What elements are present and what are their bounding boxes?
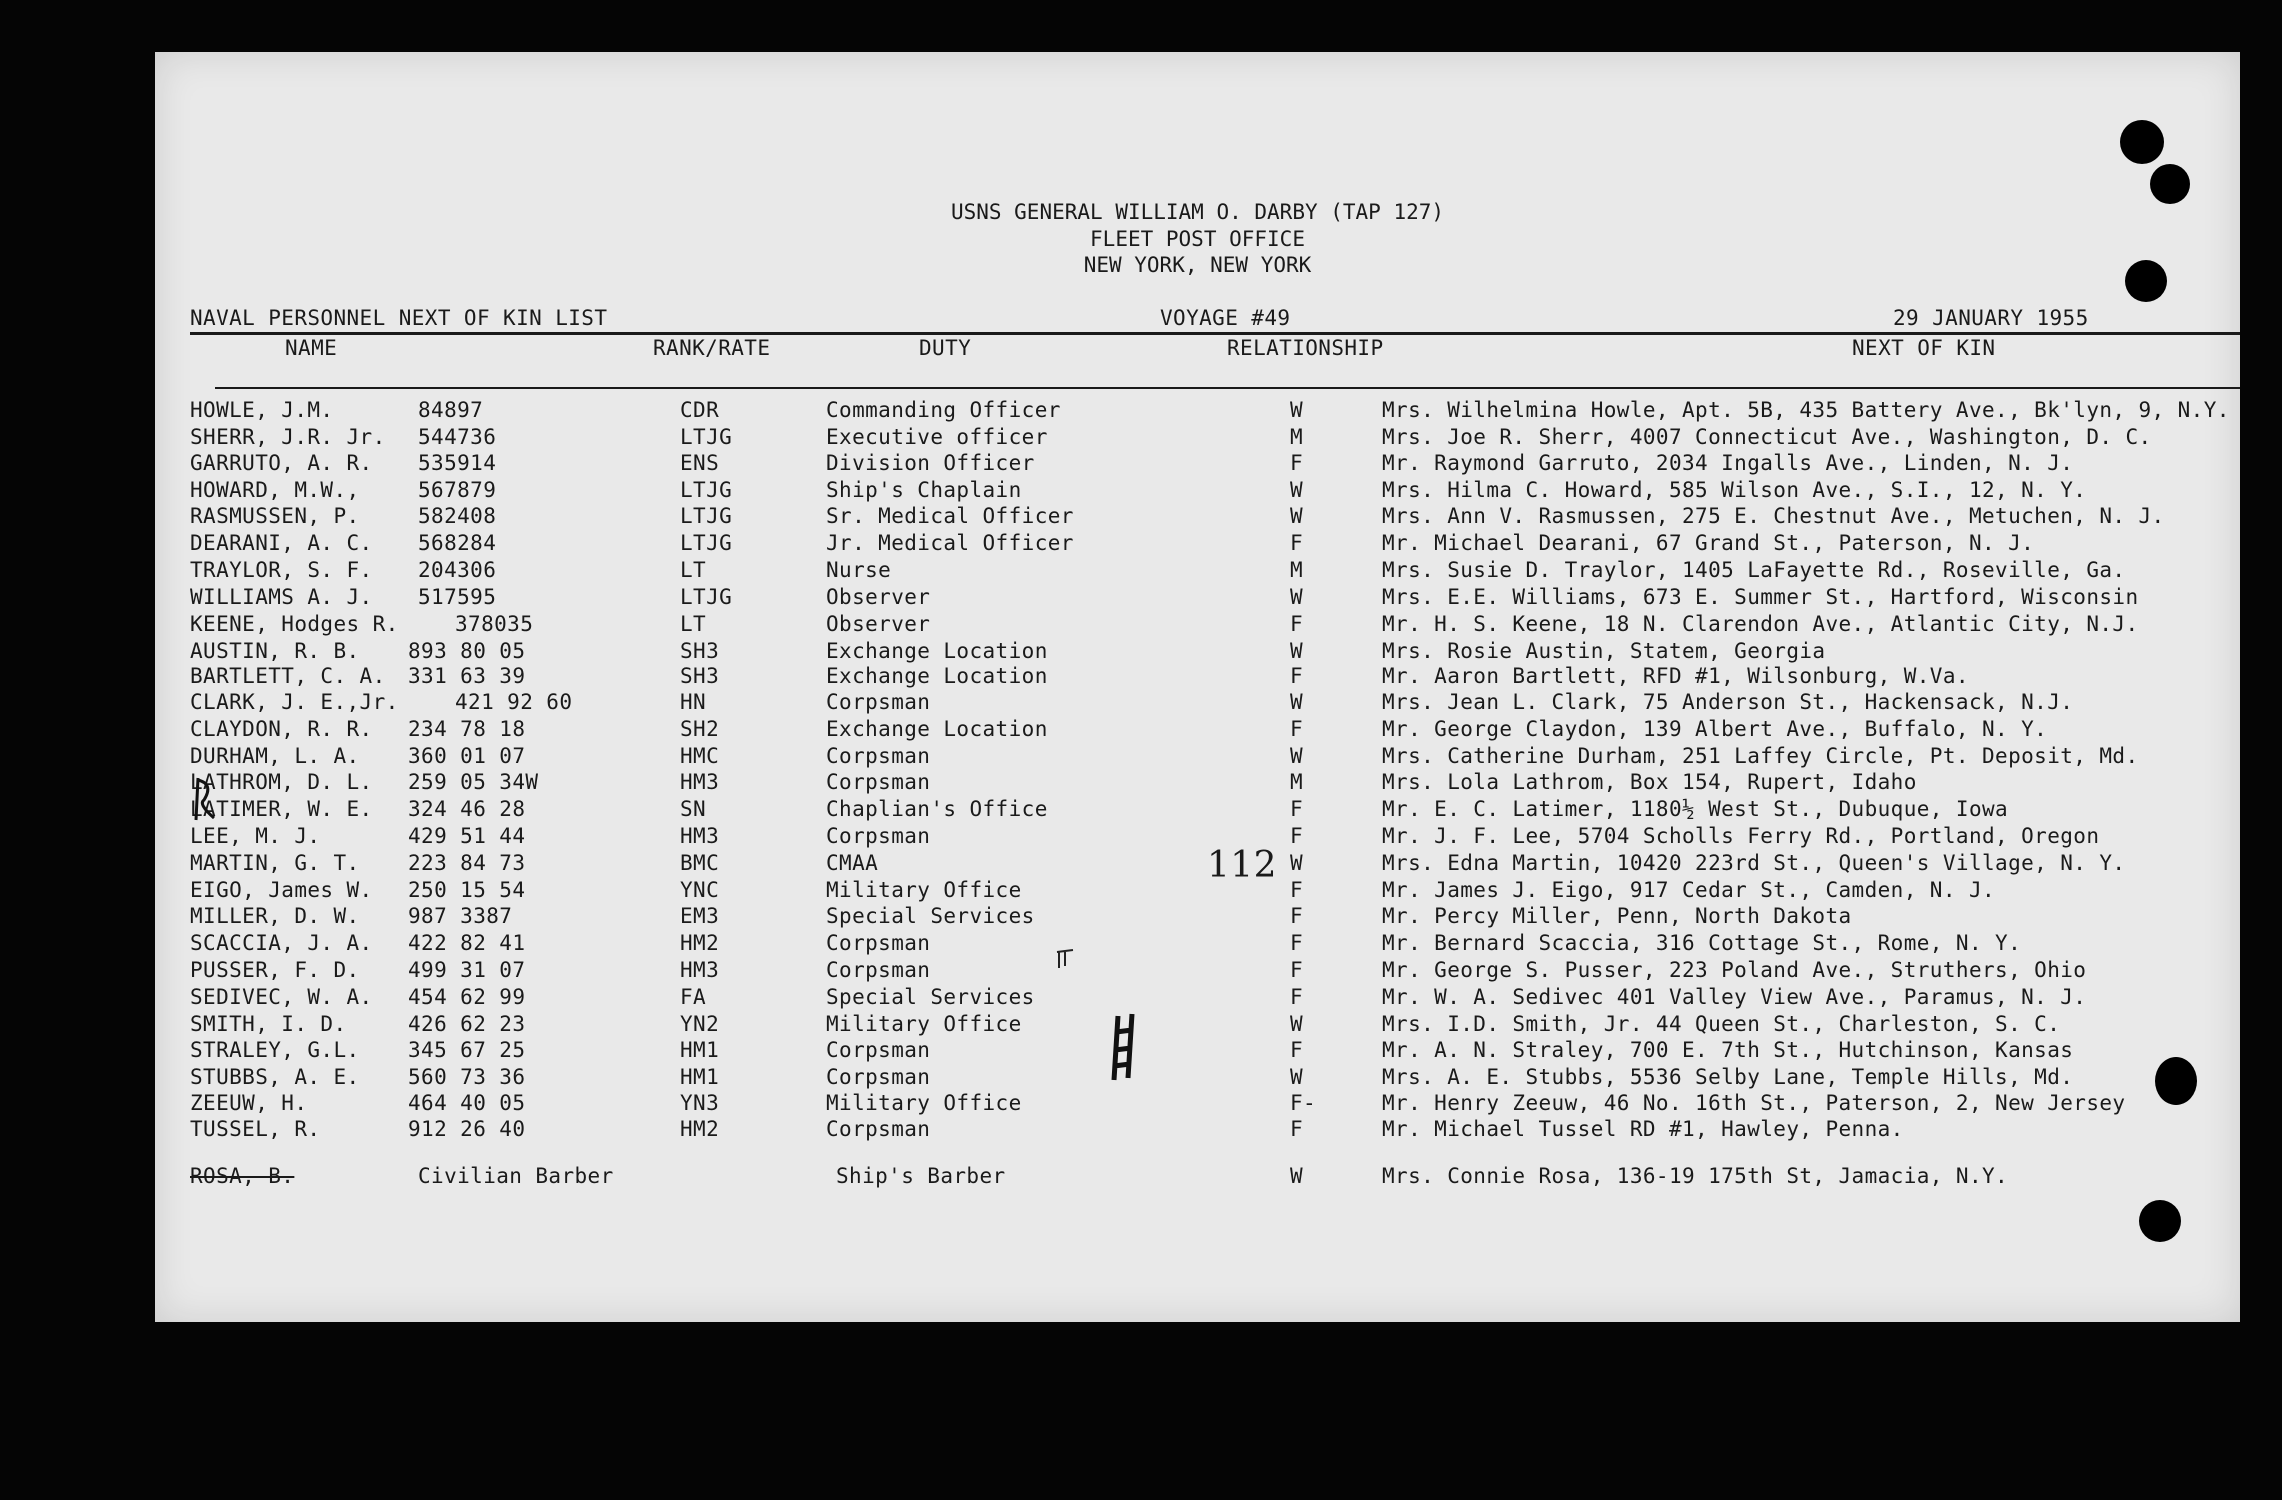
row-next-of-kin: Mr. Raymond Garruto, 2034 Ingalls Ave., Linden, N. J. xyxy=(1382,451,2074,475)
row-relationship: M xyxy=(1290,770,1304,794)
row-rank: HM3 xyxy=(680,824,720,848)
row-name: TRAYLOR, S. F. xyxy=(190,558,373,582)
row-name: HOWLE, J.M. xyxy=(190,398,334,422)
row-name: STUBBS, A. E. xyxy=(190,1065,360,1089)
row-name: DEARANI, A. C. xyxy=(190,531,373,555)
row-service-number: 378035 xyxy=(455,612,534,636)
row-service-number: 250 15 54 xyxy=(408,878,526,902)
punch-hole xyxy=(2120,120,2164,164)
row-service-number: 544736 xyxy=(418,425,497,449)
row-name: KEENE, Hodges R. xyxy=(190,612,399,636)
col-header-duty: DUTY xyxy=(919,336,972,360)
row-next-of-kin: Mr. Bernard Scaccia, 316 Cottage St., Rome, N. Y. xyxy=(1382,931,2022,955)
row-rank: HM1 xyxy=(680,1065,720,1089)
row-next-of-kin: Mr. A. N. Straley, 700 E. 7th St., Hutchinson, Kansas xyxy=(1382,1038,2074,1062)
document-page xyxy=(155,52,2240,1322)
row-relationship: F xyxy=(1290,612,1304,636)
row-relationship: W xyxy=(1290,398,1304,422)
row-duty: Corpsman xyxy=(826,1117,931,1141)
row-duty: Corpsman xyxy=(826,770,931,794)
row-rank: HN xyxy=(680,690,707,714)
row-rank: BMC xyxy=(680,851,720,875)
row-name: STRALEY, G.L. xyxy=(190,1038,360,1062)
row-duty: Military Office xyxy=(826,1091,1022,1115)
row-relationship: F xyxy=(1290,824,1304,848)
row-duty: Special Services xyxy=(826,985,1035,1009)
row-next-of-kin: Mrs. I.D. Smith, Jr. 44 Queen St., Charleston, S. C. xyxy=(1382,1012,2061,1036)
row-next-of-kin: Mr. James J. Eigo, 917 Cedar St., Camden, N. J. xyxy=(1382,878,1996,902)
civilian-number: Civilian Barber xyxy=(418,1164,614,1188)
row-duty: Military Office xyxy=(826,878,1022,902)
row-name: TUSSEL, R. xyxy=(190,1117,321,1141)
row-duty: Nurse xyxy=(826,558,892,582)
row-next-of-kin: Mrs. Catherine Durham, 251 Laffey Circle, Pt. Deposit, Md. xyxy=(1382,744,2139,768)
row-next-of-kin: Mrs. A. E. Stubbs, 5536 Selby Lane, Temple Hills, Md. xyxy=(1382,1065,2074,1089)
row-service-number: 499 31 07 xyxy=(408,958,526,982)
row-rank: SH2 xyxy=(680,717,720,741)
row-rank: YNC xyxy=(680,878,720,902)
row-relationship: W xyxy=(1290,690,1304,714)
row-duty: Observer xyxy=(826,612,931,636)
row-service-number: 454 62 99 xyxy=(408,985,526,1009)
row-rank: LTJG xyxy=(680,585,733,609)
row-rank: HM3 xyxy=(680,770,720,794)
row-service-number: 567879 xyxy=(418,478,497,502)
row-relationship: F xyxy=(1290,451,1304,475)
row-rank: LTJG xyxy=(680,425,733,449)
row-name: HOWARD, M.W., xyxy=(190,478,360,502)
list-title: NAVAL PERSONNEL NEXT OF KIN LIST xyxy=(190,306,608,330)
row-next-of-kin: Mr. Percy Miller, Penn, North Dakota xyxy=(1382,904,1852,928)
row-name: SCACCIA, J. A. xyxy=(190,931,373,955)
row-relationship: W xyxy=(1290,1065,1304,1089)
row-next-of-kin: Mr. Michael Dearani, 67 Grand St., Paterson, N. J. xyxy=(1382,531,2035,555)
ship-name: USNS GENERAL WILLIAM O. DARBY (TAP 127) xyxy=(950,200,1445,224)
row-service-number: 535914 xyxy=(418,451,497,475)
row-name: LATIMER, W. E. xyxy=(190,797,373,821)
row-rank: ENS xyxy=(680,451,720,475)
row-name: AUSTIN, R. B. xyxy=(190,639,360,663)
row-relationship: W xyxy=(1290,744,1304,768)
col-header-relationship: RELATIONSHIP xyxy=(1227,336,1384,360)
row-next-of-kin: Mr. E. C. Latimer, 1180½ West St., Dubuque, Iowa xyxy=(1382,797,2009,821)
row-rank: HM1 xyxy=(680,1038,720,1062)
row-relationship: W xyxy=(1290,639,1304,663)
row-relationship: F xyxy=(1290,931,1304,955)
row-rank: HM2 xyxy=(680,931,720,955)
civilian-next-of-kin: Mrs. Connie Rosa, 136-19 175th St, Jamacia, N.Y. xyxy=(1382,1164,2009,1188)
row-duty: Exchange Location xyxy=(826,717,1048,741)
row-rank: HMC xyxy=(680,744,720,768)
column-rule xyxy=(215,387,2240,389)
row-relationship: M xyxy=(1290,558,1304,582)
row-duty: Corpsman xyxy=(826,824,931,848)
row-relationship: F xyxy=(1290,985,1304,1009)
row-service-number: 422 82 41 xyxy=(408,931,526,955)
row-service-number: 582408 xyxy=(418,504,497,528)
row-duty: Corpsman xyxy=(826,744,931,768)
row-relationship: F xyxy=(1290,1038,1304,1062)
row-relationship: W xyxy=(1290,478,1304,502)
row-relationship: F xyxy=(1290,1117,1304,1141)
row-name: LATHROM, D. L. xyxy=(190,770,373,794)
row-service-number: 204306 xyxy=(418,558,497,582)
row-rank: HM3 xyxy=(680,958,720,982)
row-service-number: 464 40 05 xyxy=(408,1091,526,1115)
row-duty: Corpsman xyxy=(826,1038,931,1062)
col-header-next-of-kin: NEXT OF KIN xyxy=(1852,336,1996,360)
row-relationship: W xyxy=(1290,504,1304,528)
row-name: DURHAM, L. A. xyxy=(190,744,360,768)
row-relationship: F xyxy=(1290,878,1304,902)
row-service-number: 331 63 39 xyxy=(408,664,526,688)
row-next-of-kin: Mr. W. A. Sedivec 401 Valley View Ave., Paramus, N. J. xyxy=(1382,985,2087,1009)
row-service-number: 345 67 25 xyxy=(408,1038,526,1062)
row-duty: Observer xyxy=(826,585,931,609)
row-relationship: F xyxy=(1290,717,1304,741)
row-service-number: 429 51 44 xyxy=(408,824,526,848)
row-rank: SH3 xyxy=(680,664,720,688)
row-duty: Corpsman xyxy=(826,958,931,982)
row-service-number: 223 84 73 xyxy=(408,851,526,875)
row-name: GARRUTO, A. R. xyxy=(190,451,373,475)
row-duty: Chaplian's Office xyxy=(826,797,1048,821)
row-next-of-kin: Mr. George Claydon, 139 Albert Ave., Buffalo, N. Y. xyxy=(1382,717,2048,741)
row-rank: LTJG xyxy=(680,504,733,528)
row-duty: Ship's Chaplain xyxy=(826,478,1022,502)
row-service-number: 234 78 18 xyxy=(408,717,526,741)
row-duty: Commanding Officer xyxy=(826,398,1061,422)
fleet-post-office: FLEET POST OFFICE xyxy=(1090,227,1305,251)
row-service-number: 259 05 34W xyxy=(408,770,539,794)
row-name: CLARK, J. E.,Jr. xyxy=(190,690,399,714)
row-name: BARTLETT, C. A. xyxy=(190,664,386,688)
row-duty: Exchange Location xyxy=(826,664,1048,688)
row-next-of-kin: Mrs. Wilhelmina Howle, Apt. 5B, 435 Battery Ave., Bk'lyn, 9, N.Y. xyxy=(1382,398,2230,422)
row-service-number: 421 92 60 xyxy=(455,690,573,714)
row-rank: LTJG xyxy=(680,531,733,555)
row-duty: Corpsman xyxy=(826,1065,931,1089)
punch-hole xyxy=(2139,1200,2181,1242)
row-relationship: F xyxy=(1290,958,1304,982)
row-name: RASMUSSEN, P. xyxy=(190,504,360,528)
row-relationship: W xyxy=(1290,851,1304,875)
row-relationship: W xyxy=(1290,585,1304,609)
pen-mark xyxy=(1110,1012,1150,1084)
row-next-of-kin: Mrs. Ann V. Rasmussen, 275 E. Chestnut Ave., Metuchen, N. J. xyxy=(1382,504,2165,528)
civilian-relationship: W xyxy=(1290,1164,1304,1188)
row-relationship: F xyxy=(1290,797,1304,821)
pen-mark xyxy=(190,774,220,824)
row-relationship: F xyxy=(1290,904,1304,928)
row-rank: LT xyxy=(680,612,707,636)
col-header-rank: RANK/RATE xyxy=(653,336,771,360)
row-next-of-kin: Mr. J. F. Lee, 5704 Scholls Ferry Rd., Portland, Oregon xyxy=(1382,824,2100,848)
row-next-of-kin: Mrs. Jean L. Clark, 75 Anderson St., Hackensack, N.J. xyxy=(1382,690,2074,714)
row-name: PUSSER, F. D. xyxy=(190,958,360,982)
row-service-number: 517595 xyxy=(418,585,497,609)
row-name: EIGO, James W. xyxy=(190,878,373,902)
row-name: MARTIN, G. T. xyxy=(190,851,360,875)
row-duty: Corpsman xyxy=(826,931,931,955)
row-rank: FA xyxy=(680,985,707,1009)
list-date: 29 JANUARY 1955 xyxy=(1893,306,2089,330)
col-header-name: NAME xyxy=(285,336,338,360)
handwritten-page-number: 112 xyxy=(1207,845,1277,886)
row-rank: CDR xyxy=(680,398,720,422)
row-next-of-kin: Mrs. Edna Martin, 10420 223rd St., Queen's Village, N. Y. xyxy=(1382,851,2126,875)
row-rank: LTJG xyxy=(680,478,733,502)
row-duty: Jr. Medical Officer xyxy=(826,531,1074,555)
row-service-number: 893 80 05 xyxy=(408,639,526,663)
row-rank: EM3 xyxy=(680,904,720,928)
row-relationship: W xyxy=(1290,1012,1304,1036)
row-rank: SH3 xyxy=(680,639,720,663)
row-next-of-kin: Mr. Michael Tussel RD #1, Hawley, Penna. xyxy=(1382,1117,1904,1141)
row-service-number: 360 01 07 xyxy=(408,744,526,768)
row-rank: YN2 xyxy=(680,1012,720,1036)
row-next-of-kin: Mr. Henry Zeeuw, 46 No. 16th St., Paterson, 2, New Jersey xyxy=(1382,1091,2126,1115)
row-service-number: 912 26 40 xyxy=(408,1117,526,1141)
row-relationship: F xyxy=(1290,664,1304,688)
header-rule xyxy=(190,332,2240,335)
row-relationship: F xyxy=(1290,531,1304,555)
row-service-number: 324 46 28 xyxy=(408,797,526,821)
city: NEW YORK, NEW YORK xyxy=(1083,253,1312,277)
row-name: ZEEUW, H. xyxy=(190,1091,308,1115)
row-service-number: 987 3387 xyxy=(408,904,513,928)
row-duty: Exchange Location xyxy=(826,639,1048,663)
punch-hole xyxy=(2150,164,2190,204)
row-rank: LT xyxy=(680,558,707,582)
row-service-number: 560 73 36 xyxy=(408,1065,526,1089)
row-relationship: F- xyxy=(1290,1091,1317,1115)
row-service-number: 568284 xyxy=(418,531,497,555)
row-duty: Military Office xyxy=(826,1012,1022,1036)
civilian-duty: Ship's Barber xyxy=(836,1164,1006,1188)
row-duty: Sr. Medical Officer xyxy=(826,504,1074,528)
voyage-number: VOYAGE #49 xyxy=(1160,306,1291,330)
row-next-of-kin: Mrs. Susie D. Traylor, 1405 LaFayette Rd., Roseville, Ga. xyxy=(1382,558,2126,582)
row-duty: Executive officer xyxy=(826,425,1048,449)
row-rank: HM2 xyxy=(680,1117,720,1141)
row-rank: YN3 xyxy=(680,1091,720,1115)
row-next-of-kin: Mr. Aaron Bartlett, RFD #1, Wilsonburg, W.Va. xyxy=(1382,664,1969,688)
civilian-name: ROSA, B. xyxy=(190,1164,295,1188)
row-next-of-kin: Mrs. E.E. Williams, 673 E. Summer St., Hartford, Wisconsin xyxy=(1382,585,2139,609)
row-name: WILLIAMS A. J. xyxy=(190,585,373,609)
row-name: SEDIVEC, W. A. xyxy=(190,985,373,1009)
row-next-of-kin: Mrs. Lola Lathrom, Box 154, Rupert, Idaho xyxy=(1382,770,1917,794)
row-relationship: M xyxy=(1290,425,1304,449)
row-rank: SN xyxy=(680,797,707,821)
row-next-of-kin: Mrs. Joe R. Sherr, 4007 Connecticut Ave., Washington, D. C. xyxy=(1382,425,2152,449)
row-service-number: 426 62 23 xyxy=(408,1012,526,1036)
row-name: SMITH, I. D. xyxy=(190,1012,347,1036)
row-next-of-kin: Mrs. Hilma C. Howard, 585 Wilson Ave., S.I., 12, N. Y. xyxy=(1382,478,2087,502)
row-service-number: 84897 xyxy=(418,398,484,422)
row-duty: CMAA xyxy=(826,851,879,875)
row-duty: Special Services xyxy=(826,904,1035,928)
row-duty: Division Officer xyxy=(826,451,1035,475)
row-name: MILLER, D. W. xyxy=(190,904,360,928)
pen-mark xyxy=(1055,948,1079,970)
row-next-of-kin: Mr. H. S. Keene, 18 N. Clarendon Ave., Atlantic City, N.J. xyxy=(1382,612,2139,636)
row-duty: Corpsman xyxy=(826,690,931,714)
row-next-of-kin: Mr. George S. Pusser, 223 Poland Ave., Struthers, Ohio xyxy=(1382,958,2087,982)
punch-hole xyxy=(2155,1057,2197,1105)
row-name: LEE, M. J. xyxy=(190,824,321,848)
row-name: SHERR, J.R. Jr. xyxy=(190,425,386,449)
row-name: CLAYDON, R. R. xyxy=(190,717,373,741)
row-next-of-kin: Mrs. Rosie Austin, Statem, Georgia xyxy=(1382,639,1826,663)
